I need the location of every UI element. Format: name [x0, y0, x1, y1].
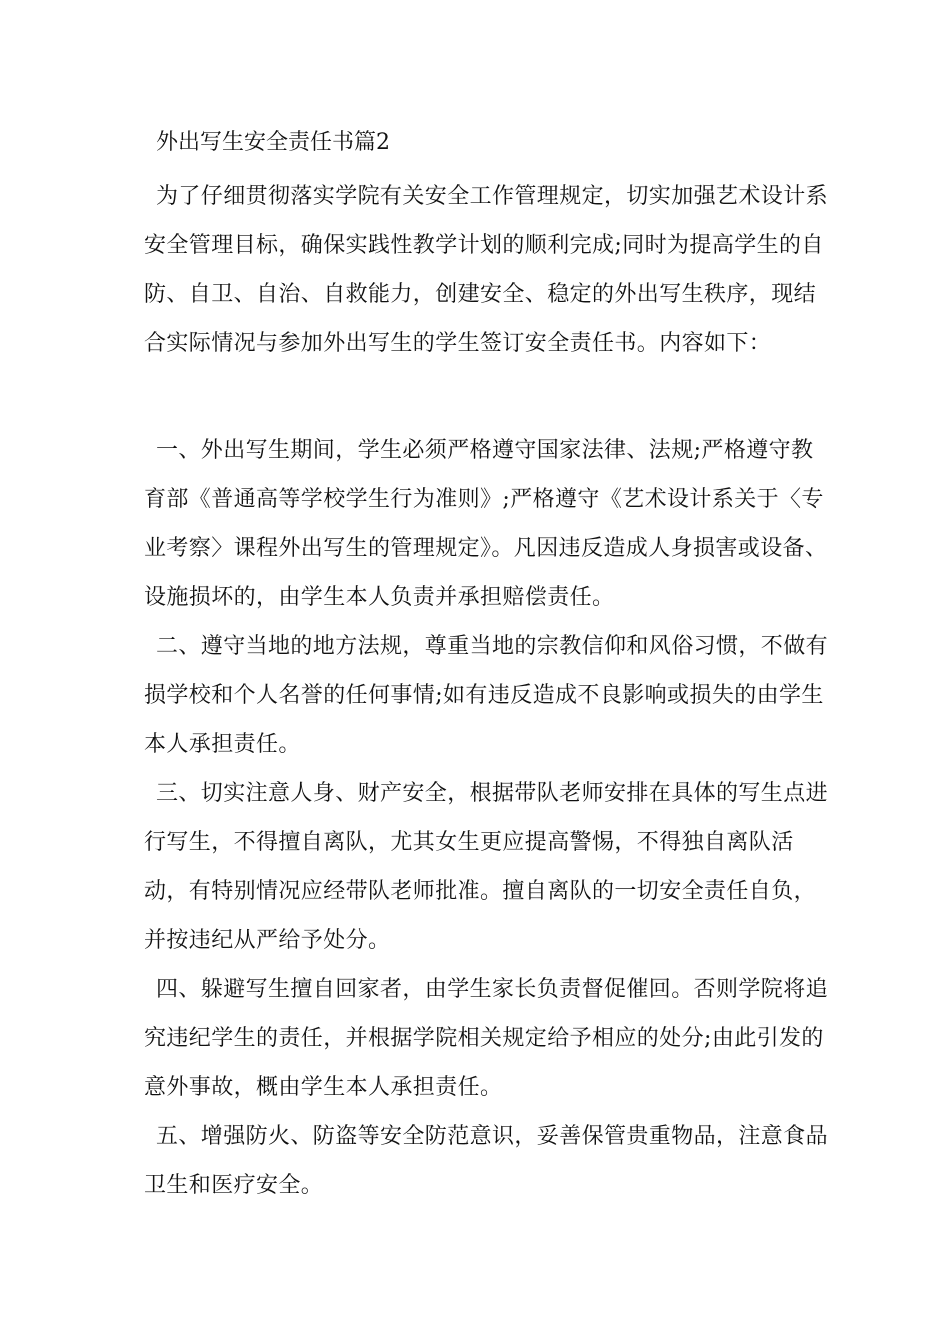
clause-2: 二、遵守当地的地方法规，尊重当地的宗教信仰和风俗习惯，不做有损学校和个人名誉的任何事情;如有违反造成不良影响或损失的由学生本人承担责任。	[144, 634, 829, 757]
intro-paragraph: 为了仔细贯彻落实学院有关安全工作管理规定，切实加强艺术设计系安全管理目标，确保实践性教学计划的顺利完成;同时为提高学生的自防、自卫、自治、自救能力，创建安全、稳定的外出写生秩序，现结合实际情况与参加外出写生的学生签订安全责任书。内容如下：	[144, 184, 829, 356]
clause-4: 四、躲避写生擅自回家者，由学生家长负责督促催回。否则学院将追究违纪学生的责任，并根据学院相关规定给予相应的处分;由此引发的意外事故，概由学生本人承担责任。	[144, 977, 829, 1100]
clause-3: 三、切实注意人身、财产安全，根据带队老师安排在具体的写生点进行写生，不得擅自离队，尤其女生更应提高警惕，不得独自离队活动，有特别情况应经带队老师批准。擅自离队的一切安全责任自负，并按违纪从严给予处分。	[144, 781, 829, 953]
paragraph-gap	[144, 368, 834, 426]
document-page	[144, 128, 834, 1210]
clause-5: 五、增强防火、防盗等安全防范意识，妥善保管贵重物品，注意食品卫生和医疗安全。	[144, 1124, 829, 1198]
clause-1: 一、外出写生期间，学生必须严格遵守国家法律、法规;严格遵守教育部《普通高等学校学生行为准则》;严格遵守《艺术设计系关于〈专业考察〉课程外出写生的管理规定》。凡因违反造成人身损害或设备、设施损坏的，由学生本人负责并承担赔偿责任。	[144, 438, 828, 610]
document-title: 外出写生安全责任书篇2	[156, 130, 390, 155]
